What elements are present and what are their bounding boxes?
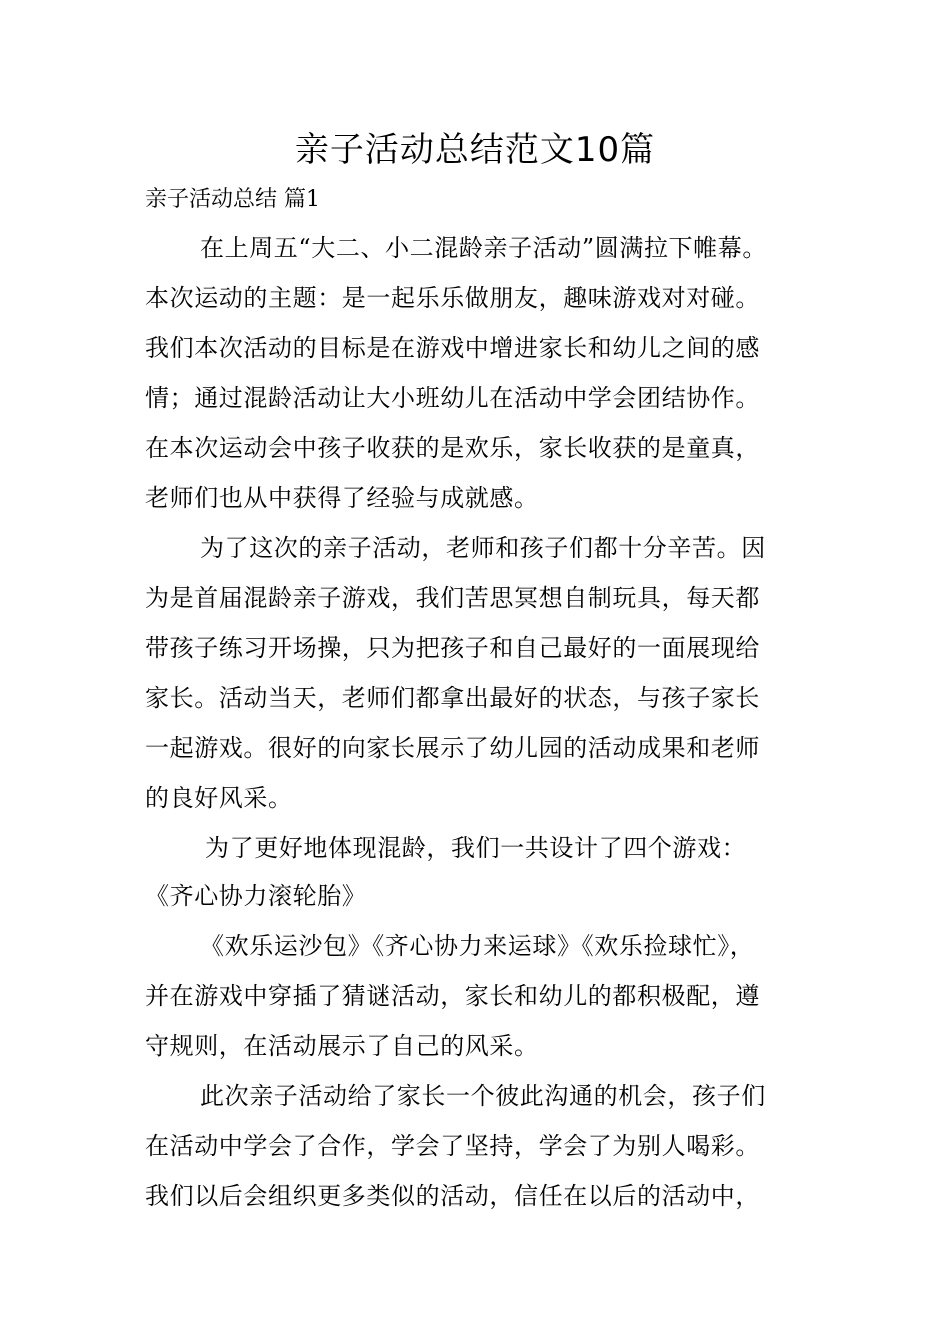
text-line-8: 为是首届混龄亲子游戏，我们苦思冥想自制玩具，每天都 bbox=[145, 584, 760, 612]
text-line-6: 老师们也从中获得了经验与成就感。 bbox=[145, 484, 539, 512]
text-line-3: 我们本次活动的目标是在游戏中增进家长和幼儿之间的感 bbox=[145, 334, 760, 362]
text-line-20: 我们以后会组织更多类似的活动，信任在以后的活动中， bbox=[145, 1182, 760, 1210]
text-line-15: 《欢乐运沙包》《齐心协力来运球》《欢乐捡球忙》， bbox=[200, 932, 755, 960]
text-line-16: 并在游戏中穿插了猜谜活动，家长和幼儿的都积极配，遵 bbox=[145, 982, 760, 1010]
text-line-10: 家长。活动当天，老师们都拿出最好的状态，与孩子家长 bbox=[145, 684, 760, 712]
text-line-2: 本次运动的主题：是一起乐乐做朋友，趣味游戏对对碰。 bbox=[145, 284, 760, 312]
section-heading: 亲子活动总结 篇1 bbox=[145, 187, 320, 212]
text-line-18: 此次亲子活动给了家长一个彼此沟通的机会，孩子们 bbox=[200, 1082, 766, 1110]
text-line-17: 守规则，在活动展示了自己的风采。 bbox=[145, 1032, 539, 1060]
text-line-11: 一起游戏。很好的向家长展示了幼儿园的活动成果和老师 bbox=[145, 734, 760, 762]
document-title: 亲子活动总结范文10篇 bbox=[294, 130, 656, 170]
text-line-5: 在本次运动会中孩子收获的是欢乐，家长收获的是童真， bbox=[145, 434, 760, 462]
text-line-7: 为了这次的亲子活动，老师和孩子们都十分辛苦。因 bbox=[200, 534, 766, 562]
text-line-13: 为了更好地体现混龄，我们一共设计了四个游戏： bbox=[205, 834, 747, 862]
text-line-1: 在上周五“大二、小二混龄亲子活动”圆满拉下帷幕。 bbox=[200, 234, 767, 262]
text-line-14: 《齐心协力滚轮胎》 bbox=[145, 882, 367, 910]
text-line-12: 的良好风采。 bbox=[145, 784, 293, 812]
text-line-4: 情；通过混龄活动让大小班幼儿在活动中学会团结协作。 bbox=[145, 384, 760, 412]
text-line-9: 带孩子练习开场操，只为把孩子和自己最好的一面展现给 bbox=[145, 634, 760, 662]
text-line-19: 在活动中学会了合作，学会了坚持，学会了为别人喝彩。 bbox=[145, 1132, 760, 1160]
